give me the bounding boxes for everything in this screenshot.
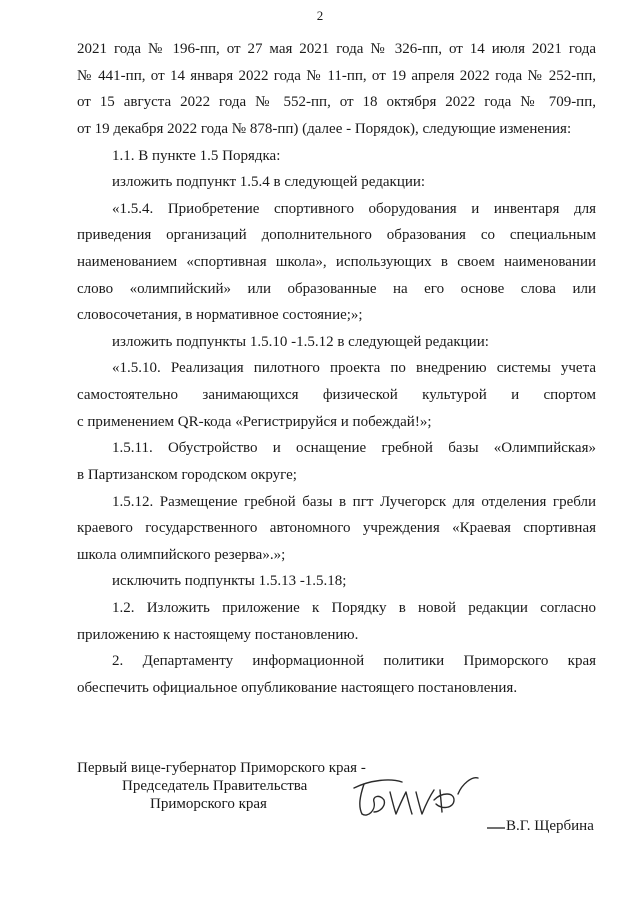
text-line: 1.5.11. Обустройство и оснащение гребной базы «Олимпийская»: [112, 440, 596, 456]
text-line: в Партизанском городском округе;: [77, 467, 297, 483]
text-line: 1.2. Изложить приложение к Порядку в новой редакции согласно: [112, 600, 596, 616]
text-line: приведения организаций дополнительного образования со специальным: [77, 227, 596, 243]
text-line: школа олимпийского резерва».»;: [77, 547, 286, 563]
text-line: исключить подпункты 1.5.13 -1.5.18;: [112, 573, 347, 589]
text-line: самостоятельно занимающихся физической культурой и спортом: [77, 387, 596, 403]
signature-dash: [487, 826, 505, 830]
signatory-title: Приморского края: [150, 796, 267, 812]
handwritten-signature: [350, 770, 500, 825]
text-line: приложению к настоящему постановлению.: [77, 627, 359, 643]
page-number: 2: [316, 8, 324, 23]
text-line: изложить подпункт 1.5.4 в следующей редакции:: [112, 174, 426, 190]
text-line: изложить подпункты 1.5.10 -1.5.12 в следующей редакции:: [112, 334, 489, 350]
text-line: от 19 декабря 2022 года № 878-пп) (далее - Порядок), следующие изменения:: [77, 121, 572, 137]
text-line: 1.5.12. Размещение гребной базы в пгт Лучегорск для отделения гребли: [112, 494, 596, 510]
signatory-title: Первый вице-губернатор Приморского края -: [77, 760, 366, 776]
text-line: 2021 года № 196-пп, от 27 мая 2021 года № 326-пп, от 14 июля 2021 года: [77, 41, 596, 57]
text-line: обеспечить официальное опубликование настоящего постановления.: [77, 680, 518, 696]
text-line: 1.1. В пункте 1.5 Порядка:: [112, 148, 281, 164]
signatory-name: В.Г. Щербина: [506, 818, 594, 834]
text-line: «1.5.4. Приобретение спортивного оборудования и инвентаря для: [112, 201, 596, 217]
text-line: от 15 августа 2022 года № 552-пп, от 18 октября 2022 года № 709-пп,: [77, 94, 596, 110]
text-line: словосочетания, в нормативное состояние;»;: [77, 307, 363, 323]
text-line: слово «олимпийский» или образованные на его основе слова или: [77, 281, 596, 297]
signatory-title: Председатель Правительства: [122, 778, 308, 794]
text-line: 2. Департаменту информационной политики Приморского края: [112, 653, 596, 669]
text-line: «1.5.10. Реализация пилотного проекта по внедрению системы учета: [112, 360, 596, 376]
text-line: с применением QR-кода «Регистрируйся и побеждай!»;: [77, 414, 432, 430]
text-line: № 441-пп, от 14 января 2022 года № 11-пп, от 19 апреля 2022 года № 252-пп,: [77, 68, 596, 84]
text-line: наименованием «спортивная школа», использующих в своем наименовании: [77, 254, 596, 270]
text-line: краевого государственного автономного учреждения «Краевая спортивная: [77, 520, 596, 536]
